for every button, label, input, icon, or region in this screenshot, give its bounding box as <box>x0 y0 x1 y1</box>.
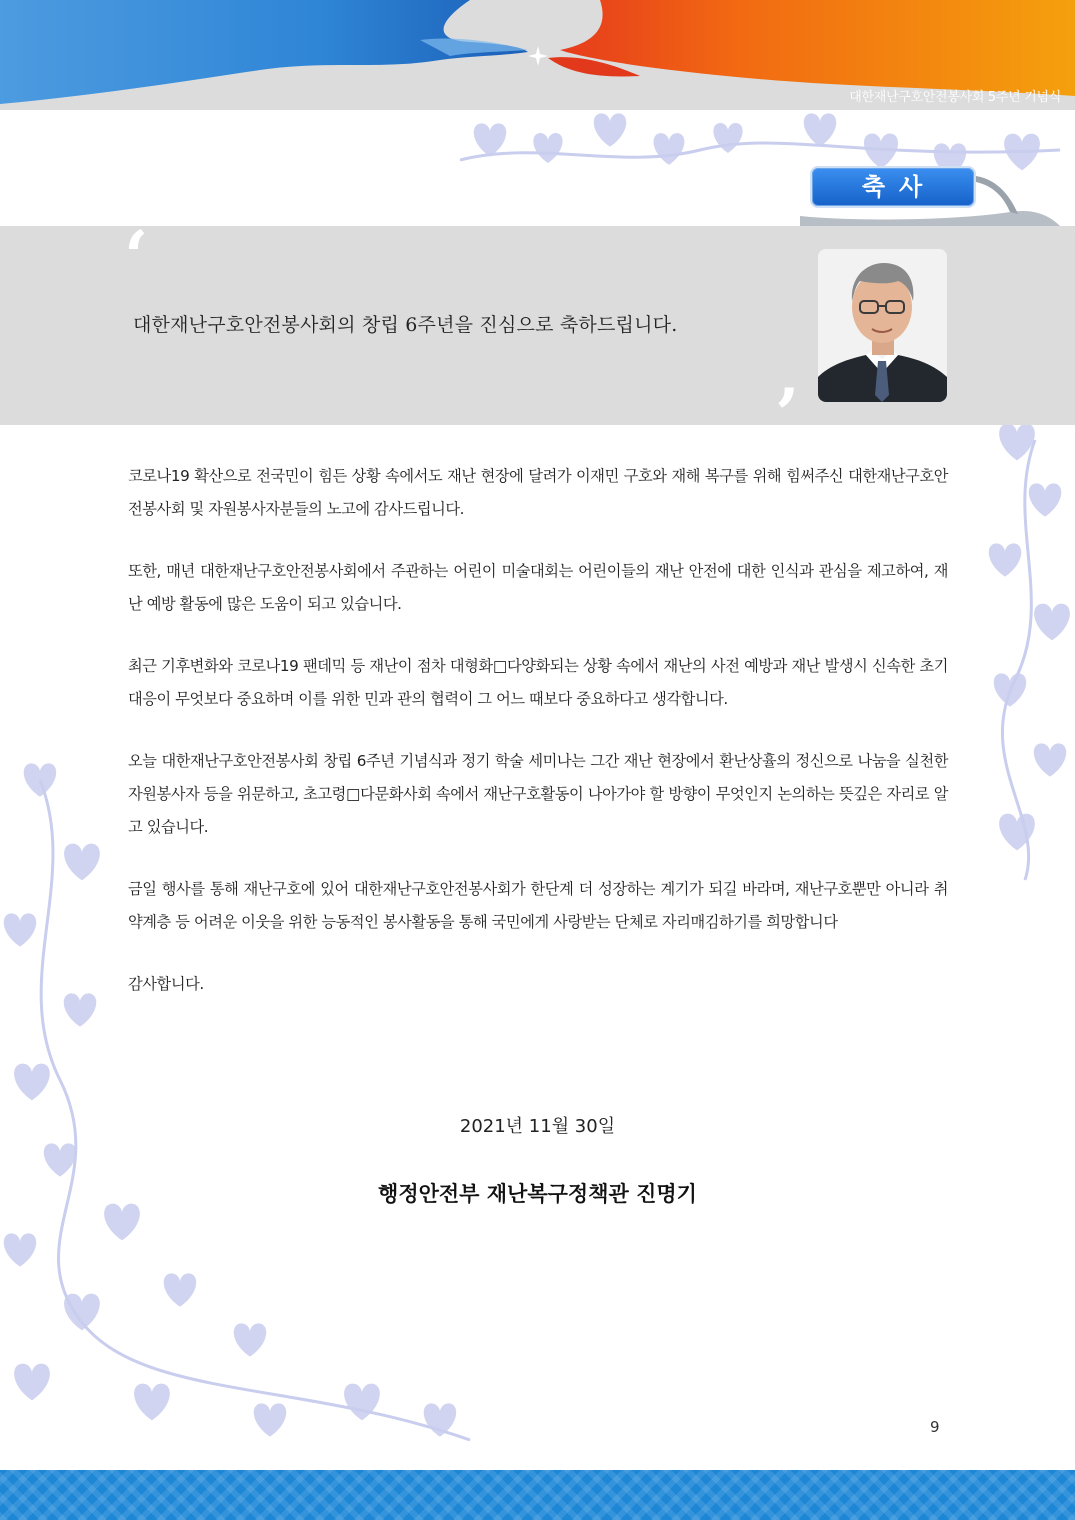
body-paragraph: 오늘 대한재난구호안전봉사회 창립 6주년 기념식과 정기 학술 세미나는 그간 재난 현장에서 환난상휼의 정신으로 나눔을 실천한 자원봉사자 등을 위문하고, 초고령□다문화사회 속에서 재난구호활동이 나아가야 할 방향이 무엇인지 논의하는 뜻깊은 자리로 알고 있습니다. <box>128 752 948 836</box>
header-caption: 대한재난구호안전봉사회 5주년 기념식 <box>849 90 1061 105</box>
heart-vine-right-decoration <box>975 420 1075 890</box>
letter-date: 2021년 11월 30일 <box>459 1116 616 1137</box>
body-paragraph: 금일 행사를 통해 재난구호에 있어 대한재난구호안전봉사회가 한단계 더 성장하는 계기가 되길 바라며, 재난구호뿐만 아니라 취약계층 등 어려운 이웃을 위한 능동적인 봉사활동을 통해 국민에게 사랑받는 단체로 자리매김하기를 희망합니다 <box>128 880 948 931</box>
letter-body <box>128 460 948 1030</box>
letter-signature: 행정안전부 재난복구정책관 진명기 <box>378 1182 697 1206</box>
body-paragraph: 감사합니다. <box>128 975 204 993</box>
section-title-tab: 축사 <box>810 166 976 208</box>
top-banner <box>0 0 1075 110</box>
open-quote-icon: ‘ <box>124 215 149 298</box>
close-quote-icon: ’ <box>775 373 800 456</box>
body-paragraph: 최근 기후변화와 코로나19 팬데믹 등 재난이 점차 대형화□다양화되는 상황 속에서 재난의 사전 예방과 재난 발생시 신속한 초기대응이 무엇보다 중요하며 이를 위한 민과 관의 협력이 그 어느 때보다 중요하다고 생각합니다. <box>128 657 948 708</box>
portrait-photo-icon <box>818 249 947 402</box>
headline-quote: 대한재난구호안전봉사회의 창립 6주년을 진심으로 축하드립니다. <box>133 314 678 336</box>
portrait-photo <box>818 249 947 402</box>
body-paragraph: 코로나19 확산으로 전국민이 힘든 상황 속에서도 재난 현장에 달려가 이재민 구호와 재해 복구를 위해 힘써주신 대한재난구호안전봉사회 및 자원봉사자분들의 노고에 감사드립니다. <box>128 467 948 518</box>
bottom-pattern-bar <box>0 1470 1075 1520</box>
page-number: 9 <box>930 1418 940 1436</box>
body-paragraph: 또한, 매년 대한재난구호안전봉사회에서 주관하는 어린이 미술대회는 어린이들의 재난 안전에 대한 인식과 관심을 제고하여, 재난 예방 활동에 많은 도움이 되고 있습니다. <box>128 562 948 613</box>
